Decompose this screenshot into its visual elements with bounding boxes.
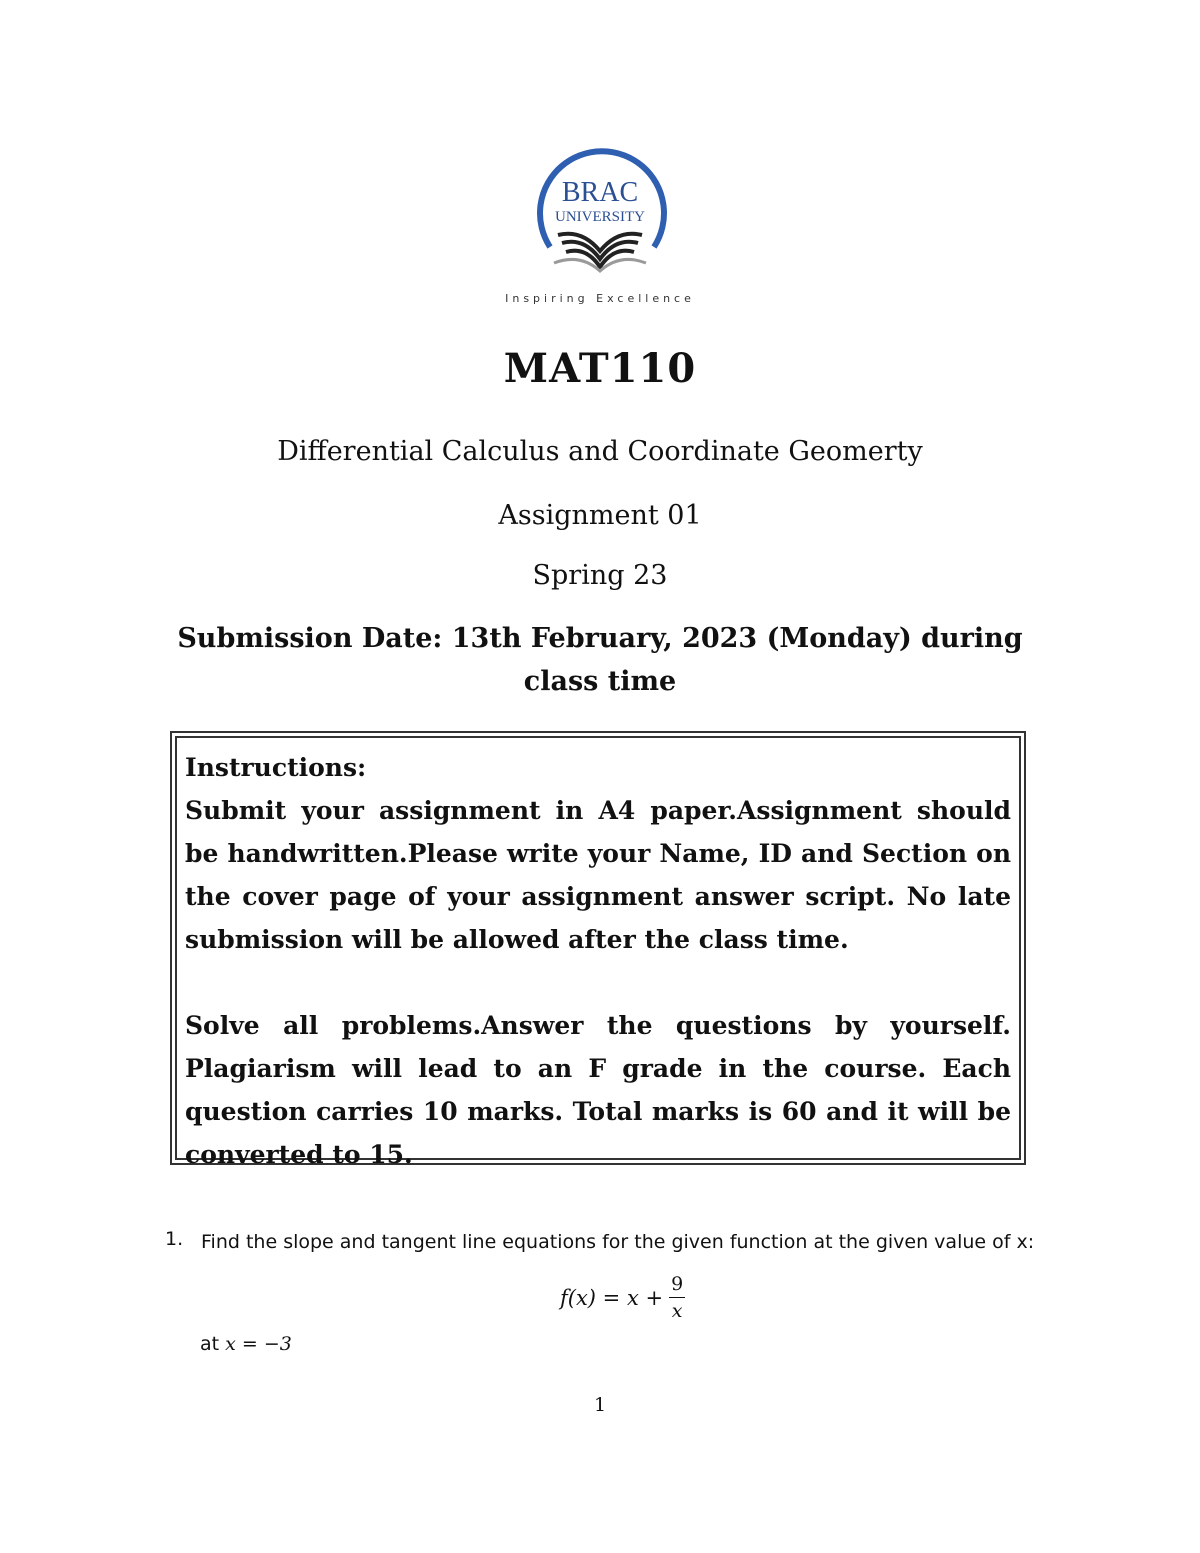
logo-line2: UNIVERSITY [555,209,645,225]
fraction-denominator: x [671,1300,683,1322]
instructions-box [170,731,1026,1169]
logo-tagline: Inspiring Excellence [505,292,695,305]
instructions-spacer [185,961,1011,1004]
university-logo [490,135,710,315]
question-list [165,1228,1065,1256]
question-number: 1. [165,1228,184,1250]
term: Spring 23 [532,560,668,591]
question-formula [560,1273,685,1322]
formula-fraction [669,1273,685,1322]
instructions-paragraph-2: Solve all problems.Answer the questions by yourself. Plagiarism will lead to an F grade in the course. Each question carries 10 marks. Total marks is 60 and it will be converted to 15. [185,1011,1011,1169]
submission-date: Submission Date: 13th February, 2023 (Monday) during class time [177,623,1023,697]
instructions-paragraph-1: Submit your assignment in A4 paper.Assignment should be handwritten.Please write your Name, ID and Section on the cover page of your assignment answer script. No late submission will be allowed after the class time. [185,796,1011,954]
evaluation-value: x = −3 [225,1333,292,1355]
question-text: Find the slope and tangent line equations for the given function at the given value of x: [201,1231,1035,1253]
course-title: Differential Calculus and Coordinate Geomerty [277,436,923,467]
assignment-number: Assignment 01 [498,500,702,531]
brac-logo-icon [490,135,710,315]
question-item [165,1228,1065,1256]
fraction-numerator: 9 [671,1273,684,1295]
page-number: 1 [593,1394,607,1416]
instructions-heading: Instructions: [185,753,367,782]
fraction-bar [669,1297,685,1298]
logo-line1: BRAC [561,177,639,208]
formula-lhs: f(x) = x + [560,1285,664,1310]
course-code: MAT110 [503,345,697,392]
instructions-inner-box [175,736,1021,1169]
evaluation-point [200,1333,292,1355]
evaluation-prefix: at [200,1333,220,1355]
